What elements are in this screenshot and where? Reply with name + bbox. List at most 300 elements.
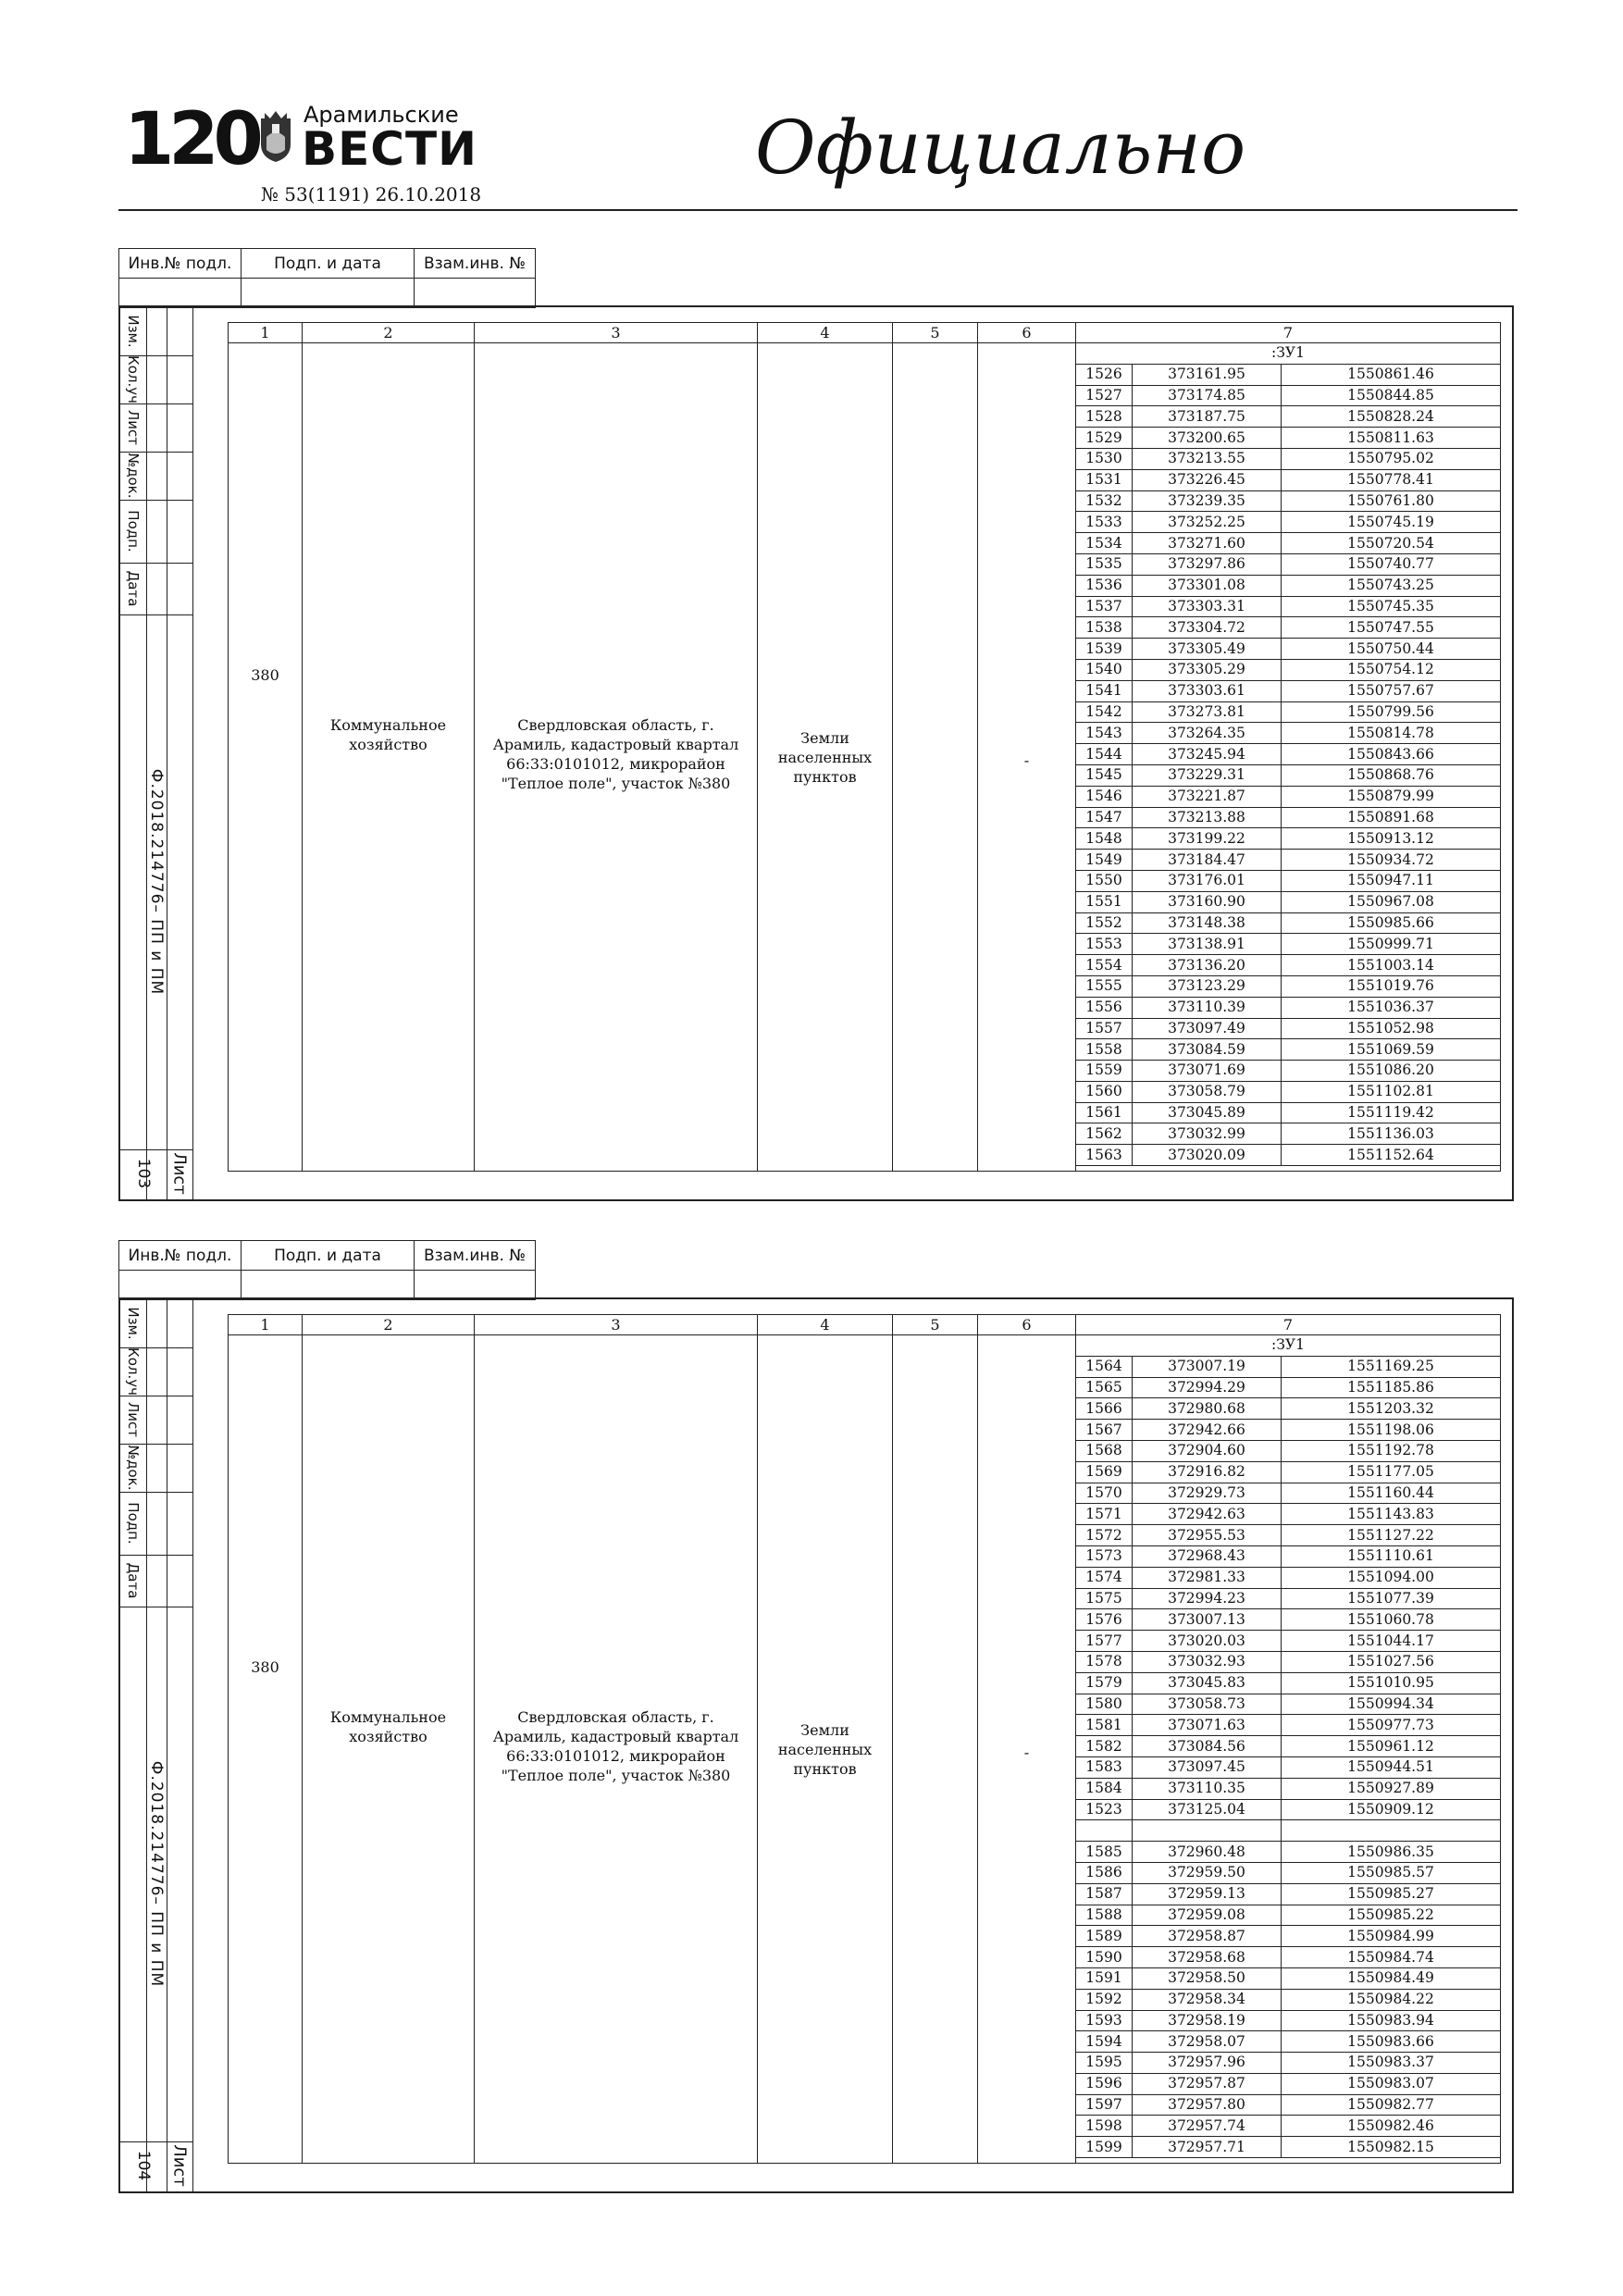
table-row	[1076, 1799, 1500, 1820]
coord-y: 1551044.17	[1282, 1631, 1501, 1652]
coord-y: 1550944.51	[1282, 1756, 1501, 1778]
coord-x: 373252.25	[1133, 512, 1282, 533]
coord-y: 1550999.71	[1282, 934, 1501, 955]
coord-x: 372981.33	[1133, 1567, 1282, 1588]
coord-y: 1550720.54	[1282, 533, 1501, 554]
stamp-inv-value	[119, 279, 242, 308]
table-row	[1076, 1420, 1500, 1441]
coord-x: 373226.45	[1133, 469, 1282, 490]
coord-y: 1550986.35	[1282, 1842, 1501, 1863]
coord-x: 372960.48	[1133, 1842, 1282, 1863]
coord-y: 1551019.76	[1282, 975, 1501, 997]
table-row	[1076, 2073, 1500, 2094]
table-row	[1076, 1377, 1500, 1398]
coord-y: 1551136.03	[1282, 1123, 1501, 1145]
coord-x: 373200.65	[1133, 428, 1282, 449]
table-row	[1076, 870, 1500, 891]
table-row	[1076, 596, 1500, 617]
side-label-kolich: Кол.уч	[125, 355, 142, 403]
coat-of-arms-icon	[257, 109, 294, 163]
coord-x: 372958.34	[1133, 1989, 1282, 2010]
coord-x: 373199.22	[1133, 828, 1282, 850]
table-row	[1076, 2094, 1500, 2116]
point-number: 1532	[1076, 490, 1133, 512]
point-number: 1574	[1076, 1567, 1133, 1588]
coord-x: 373176.01	[1133, 870, 1282, 891]
coord-x: 372957.87	[1133, 2073, 1282, 2094]
table-row	[1076, 1631, 1500, 1652]
coord-x: 373032.93	[1133, 1651, 1282, 1672]
coordinates-cell	[1076, 1335, 1500, 2163]
table-row	[1076, 1123, 1500, 1145]
point-number: 1592	[1076, 1989, 1133, 2010]
point-number: 1565	[1076, 1377, 1133, 1398]
coordinates-table	[1076, 1335, 1500, 2158]
table-row	[1076, 975, 1500, 997]
coord-y: 1550983.66	[1282, 2031, 1501, 2053]
col-header-5: 5	[893, 323, 978, 343]
sheet-frame	[118, 1297, 1514, 2193]
point-number: 1546	[1076, 786, 1133, 807]
coord-x: 373125.04	[1133, 1799, 1282, 1820]
point-number: 1586	[1076, 1862, 1133, 1883]
parcel-category: Земли населенных пунктов	[777, 729, 873, 786]
stamp-sign-label: Подп. и дата	[242, 249, 415, 279]
coord-x: 373110.39	[1133, 997, 1282, 1018]
coord-x: 372916.82	[1133, 1461, 1282, 1483]
table-row	[1076, 1715, 1500, 1736]
table-row	[1076, 850, 1500, 871]
coord-y: 1551052.98	[1282, 1018, 1501, 1039]
table-row	[1076, 912, 1500, 934]
table-row	[1076, 1778, 1500, 1799]
table-row	[1076, 1102, 1500, 1123]
coord-y: 1550985.27	[1282, 1883, 1501, 1905]
point-number: 1559	[1076, 1061, 1133, 1082]
document-code: Ф.2018.214776– ПП и ПМ	[147, 1760, 166, 1988]
stamp-replace-label: Взам.инв. №	[415, 249, 536, 279]
point-number: 1578	[1076, 1651, 1133, 1672]
coord-y: 1551077.39	[1282, 1588, 1501, 1609]
point-number: 1587	[1076, 1883, 1133, 1905]
sheet-label: Лист	[169, 1152, 190, 1195]
col-header-2: 2	[303, 323, 475, 343]
coord-x: 372980.68	[1133, 1398, 1282, 1420]
coord-x: 372994.23	[1133, 1588, 1282, 1609]
table-row	[1076, 2010, 1500, 2031]
coord-y: 1550977.73	[1282, 1715, 1501, 1736]
table-row	[1076, 659, 1500, 680]
table-row	[1076, 364, 1500, 385]
point-number: 1552	[1076, 912, 1133, 934]
logo-subtitle: Арамильские	[304, 102, 459, 128]
table-row	[1076, 807, 1500, 828]
point-number: 1582	[1076, 1736, 1133, 1757]
side-label-podp: Подп.	[125, 1502, 142, 1545]
coord-y: 1551192.78	[1282, 1440, 1501, 1461]
coord-y: 1550757.67	[1282, 680, 1501, 701]
table-row	[1076, 1842, 1500, 1863]
table-row	[1076, 1588, 1500, 1609]
table-row	[1076, 1525, 1500, 1546]
table-row	[1076, 764, 1500, 786]
stamp-replace-value	[415, 1271, 536, 1300]
coord-x: 373045.83	[1133, 1672, 1282, 1694]
table-row	[1076, 385, 1500, 406]
coord-y: 1551203.32	[1282, 1398, 1501, 1420]
point-number	[1076, 1820, 1133, 1842]
coord-y	[1282, 1820, 1501, 1842]
coord-y: 1550982.15	[1282, 2137, 1501, 2158]
table-row	[1076, 1061, 1500, 1082]
coord-y: 1551110.61	[1282, 1545, 1501, 1567]
point-number: 1575	[1076, 1588, 1133, 1609]
side-label-izm: Изм.	[125, 315, 142, 348]
parcel-number: 380	[251, 666, 279, 684]
table-row	[1076, 1440, 1500, 1461]
zu-row	[1076, 343, 1500, 364]
stamp-replace-value	[415, 279, 536, 308]
anniversary-number: 120	[124, 98, 258, 181]
coord-y: 1551119.42	[1282, 1102, 1501, 1123]
coord-y: 1550983.94	[1282, 2010, 1501, 2031]
point-number: 1588	[1076, 1905, 1133, 1926]
coord-y: 1551094.00	[1282, 1567, 1501, 1588]
coord-y: 1550983.37	[1282, 2053, 1501, 2074]
coord-y: 1551102.81	[1282, 1081, 1501, 1102]
table-row	[1076, 490, 1500, 512]
col-header-7: 7	[1076, 323, 1500, 343]
point-number: 1590	[1076, 1947, 1133, 1968]
coord-y: 1550743.25	[1282, 575, 1501, 596]
coord-y: 1550982.77	[1282, 2094, 1501, 2116]
coord-y: 1550967.08	[1282, 891, 1501, 912]
sheet-number	[120, 1149, 167, 1198]
point-number: 1595	[1076, 2053, 1133, 2074]
point-number: 1551	[1076, 891, 1133, 912]
zu-label: :ЗУ1	[1076, 1335, 1500, 1356]
side-label-izm: Изм.	[125, 1307, 142, 1340]
coord-x: 372929.73	[1133, 1483, 1282, 1504]
parcel-address: Свердловская область, г. Арамиль, кадастровый квартал 66:33:0101012, микрорайон "Теплое поле", участок №380	[492, 1708, 739, 1784]
coord-y: 1550861.46	[1282, 364, 1501, 385]
col-header-6: 6	[978, 323, 1076, 343]
table-row	[1076, 2031, 1500, 2053]
table-row	[1076, 828, 1500, 850]
parcel-col6: -	[1023, 1744, 1030, 1761]
point-number: 1553	[1076, 934, 1133, 955]
parcel-use: Коммунальное хозяйство	[329, 1708, 447, 1745]
point-number: 1577	[1076, 1631, 1133, 1652]
point-number: 1547	[1076, 807, 1133, 828]
stamp-table	[118, 1240, 536, 1300]
point-number: 1545	[1076, 764, 1133, 786]
point-number: 1585	[1076, 1842, 1133, 1863]
coordinates-table	[1076, 343, 1500, 1166]
coord-x: 373273.81	[1133, 701, 1282, 723]
coord-y: 1551143.83	[1282, 1504, 1501, 1525]
coord-x: 373007.19	[1133, 1356, 1282, 1377]
coord-y: 1550879.99	[1282, 786, 1501, 807]
coord-x: 373084.56	[1133, 1736, 1282, 1757]
table-row	[1076, 1947, 1500, 1968]
stamp-sign-label: Подп. и дата	[242, 1241, 415, 1271]
coord-y: 1551010.95	[1282, 1672, 1501, 1694]
point-number: 1566	[1076, 1398, 1133, 1420]
zu-row	[1076, 1335, 1500, 1356]
coord-y: 1550909.12	[1282, 1799, 1501, 1820]
coord-x: 373097.49	[1133, 1018, 1282, 1039]
stamp-table	[118, 248, 536, 308]
table-row	[1076, 1736, 1500, 1757]
stamp-replace-label: Взам.инв. №	[415, 1241, 536, 1271]
col-header-4: 4	[758, 323, 893, 343]
logo-title: ВЕСТИ	[302, 122, 477, 176]
coord-y: 1550754.12	[1282, 659, 1501, 680]
table-row	[1076, 639, 1500, 660]
coord-y: 1550985.66	[1282, 912, 1501, 934]
zu-label: :ЗУ1	[1076, 343, 1500, 364]
table-row	[1076, 680, 1500, 701]
coord-y: 1551160.44	[1282, 1483, 1501, 1504]
point-number: 1579	[1076, 1672, 1133, 1694]
coord-x: 373161.95	[1133, 364, 1282, 385]
coord-x: 373123.29	[1133, 975, 1282, 997]
coord-x: 373097.45	[1133, 1756, 1282, 1778]
table-row	[1076, 1545, 1500, 1567]
point-number: 1556	[1076, 997, 1133, 1018]
point-number: 1599	[1076, 2137, 1133, 2158]
point-number: 1527	[1076, 385, 1133, 406]
coord-y: 1550778.41	[1282, 469, 1501, 490]
coord-y: 1550985.57	[1282, 1862, 1501, 1883]
coord-x: 373187.75	[1133, 406, 1282, 428]
table-row	[1076, 1081, 1500, 1102]
stamp-inv-value	[119, 1271, 242, 1300]
sheet-number	[120, 2141, 167, 2190]
side-label-list: Лист	[125, 1401, 142, 1438]
coord-x: 373174.85	[1133, 385, 1282, 406]
point-number: 1560	[1076, 1081, 1133, 1102]
point-number: 1564	[1076, 1356, 1133, 1377]
table-row	[1076, 1820, 1500, 1842]
side-label-kolich: Кол.уч	[125, 1347, 142, 1396]
col-header-2: 2	[303, 1315, 475, 1335]
sheet-label: Лист	[169, 2144, 190, 2187]
point-number: 1594	[1076, 2031, 1133, 2053]
sheet-number-value: 103	[134, 1158, 153, 1189]
point-number: 1570	[1076, 1483, 1133, 1504]
point-number: 1573	[1076, 1545, 1133, 1567]
coord-y: 1550740.77	[1282, 553, 1501, 575]
table-row	[1076, 1483, 1500, 1504]
coord-x: 373229.31	[1133, 764, 1282, 786]
table-row	[1076, 1356, 1500, 1377]
table-row	[1076, 1461, 1500, 1483]
table-row	[1076, 2137, 1500, 2158]
table-row	[1076, 512, 1500, 533]
coord-y: 1550795.02	[1282, 448, 1501, 469]
parcel-address: Свердловская область, г. Арамиль, кадастровый квартал 66:33:0101012, микрорайон "Теплое поле", участок №380	[492, 716, 739, 792]
table-row	[1076, 1672, 1500, 1694]
coord-y: 1551027.56	[1282, 1651, 1501, 1672]
coord-y: 1550984.49	[1282, 1967, 1501, 1989]
stamp-inv-label: Инв.№ подл.	[119, 1241, 242, 1271]
coord-y: 1550761.80	[1282, 490, 1501, 512]
coord-x: 373136.20	[1133, 955, 1282, 976]
coord-y: 1550985.22	[1282, 1905, 1501, 1926]
table-row	[1076, 2116, 1500, 2137]
col-header-1: 1	[229, 1315, 303, 1335]
table-row	[1076, 1504, 1500, 1525]
coord-x: 373297.86	[1133, 553, 1282, 575]
side-label-list: Лист	[125, 409, 142, 446]
point-number: 1536	[1076, 575, 1133, 596]
table-row	[1076, 1398, 1500, 1420]
coord-y: 1551060.78	[1282, 1609, 1501, 1631]
coord-y: 1550844.85	[1282, 385, 1501, 406]
document-code: Ф.2018.214776– ПП и ПМ	[147, 768, 166, 996]
side-label-data: Дата	[125, 570, 142, 607]
table-row	[1076, 1905, 1500, 1926]
point-number: 1584	[1076, 1778, 1133, 1799]
point-number: 1563	[1076, 1145, 1133, 1166]
parcel-col6: -	[1023, 751, 1030, 769]
parcel-use: Коммунальное хозяйство	[329, 716, 447, 753]
coord-x: 372957.96	[1133, 2053, 1282, 2074]
table-row	[1076, 701, 1500, 723]
point-number: 1561	[1076, 1102, 1133, 1123]
coord-x: 372958.87	[1133, 1926, 1282, 1947]
table-row	[1076, 934, 1500, 955]
point-number: 1597	[1076, 2094, 1133, 2116]
coord-x	[1133, 1820, 1282, 1842]
point-number: 1539	[1076, 639, 1133, 660]
col-header-3: 3	[475, 323, 758, 343]
coord-y: 1550934.72	[1282, 850, 1501, 871]
point-number: 1529	[1076, 428, 1133, 449]
point-number: 1580	[1076, 1694, 1133, 1715]
point-number: 1534	[1076, 533, 1133, 554]
point-number: 1596	[1076, 2073, 1133, 2094]
col-header-3: 3	[475, 1315, 758, 1335]
parcel-table	[228, 1314, 1501, 2164]
point-number: 1542	[1076, 701, 1133, 723]
point-number: 1568	[1076, 1440, 1133, 1461]
table-row	[1076, 1567, 1500, 1588]
coord-x: 372957.80	[1133, 2094, 1282, 2116]
coord-x: 372994.29	[1133, 1377, 1282, 1398]
col-header-6: 6	[978, 1315, 1076, 1335]
coord-y: 1550799.56	[1282, 701, 1501, 723]
parcel-table	[228, 322, 1501, 1172]
coord-y: 1550994.34	[1282, 1694, 1501, 1715]
coord-x: 373304.72	[1133, 617, 1282, 639]
coord-x: 373071.63	[1133, 1715, 1282, 1736]
point-number: 1533	[1076, 512, 1133, 533]
coord-x: 372957.74	[1133, 2116, 1282, 2137]
point-number: 1537	[1076, 596, 1133, 617]
coord-x: 373303.31	[1133, 596, 1282, 617]
coord-x: 373020.09	[1133, 1145, 1282, 1166]
coord-y: 1550750.44	[1282, 639, 1501, 660]
coord-x: 372958.19	[1133, 2010, 1282, 2031]
table-row	[1076, 1039, 1500, 1061]
coord-y: 1551069.59	[1282, 1039, 1501, 1061]
point-number: 1572	[1076, 1525, 1133, 1546]
coord-x: 373020.03	[1133, 1631, 1282, 1652]
coord-x: 373110.35	[1133, 1778, 1282, 1799]
header-rule	[118, 209, 1518, 211]
table-row	[1076, 469, 1500, 490]
coord-x: 373245.94	[1133, 744, 1282, 765]
coord-x: 373301.08	[1133, 575, 1282, 596]
table-row	[1076, 1145, 1500, 1166]
coord-y: 1550984.99	[1282, 1926, 1501, 1947]
coord-x: 372942.66	[1133, 1420, 1282, 1441]
stamp-inv-label: Инв.№ подл.	[119, 249, 242, 279]
coord-y: 1550984.74	[1282, 1947, 1501, 1968]
point-number: 1548	[1076, 828, 1133, 850]
point-number: 1540	[1076, 659, 1133, 680]
coord-x: 373264.35	[1133, 723, 1282, 744]
point-number: 1571	[1076, 1504, 1133, 1525]
side-label-ndok: №док.	[125, 1445, 142, 1491]
parcel-category: Земли населенных пунктов	[777, 1721, 873, 1778]
point-number: 1544	[1076, 744, 1133, 765]
table-row	[1076, 1989, 1500, 2010]
sheet-number-value: 104	[134, 2150, 153, 2181]
coord-y: 1550961.12	[1282, 1736, 1501, 1757]
table-row	[1076, 1926, 1500, 1947]
point-number: 1531	[1076, 469, 1133, 490]
table-row	[1076, 1883, 1500, 1905]
point-number: 1569	[1076, 1461, 1133, 1483]
point-number: 1538	[1076, 617, 1133, 639]
table-row	[1076, 553, 1500, 575]
coord-y: 1550891.68	[1282, 807, 1501, 828]
coord-x: 373032.99	[1133, 1123, 1282, 1145]
point-number: 1530	[1076, 448, 1133, 469]
point-number: 1562	[1076, 1123, 1133, 1145]
coord-y: 1551127.22	[1282, 1525, 1501, 1546]
coord-x: 372942.63	[1133, 1504, 1282, 1525]
table-row	[1076, 406, 1500, 428]
coord-y: 1550927.89	[1282, 1778, 1501, 1799]
coord-y: 1551198.06	[1282, 1420, 1501, 1441]
point-number: 1555	[1076, 975, 1133, 997]
coord-y: 1551036.37	[1282, 997, 1501, 1018]
table-row	[1076, 1651, 1500, 1672]
coord-y: 1550811.63	[1282, 428, 1501, 449]
table-row	[1076, 997, 1500, 1018]
coord-y: 1551169.25	[1282, 1356, 1501, 1377]
coord-y: 1551177.05	[1282, 1461, 1501, 1483]
point-number: 1541	[1076, 680, 1133, 701]
coord-x: 373303.61	[1133, 680, 1282, 701]
point-number: 1528	[1076, 406, 1133, 428]
coord-y: 1550984.22	[1282, 1989, 1501, 2010]
side-label-ndok: №док.	[125, 453, 142, 499]
col-header-5: 5	[893, 1315, 978, 1335]
coord-x: 373239.35	[1133, 490, 1282, 512]
issue-number: № 53(1191) 26.10.2018	[261, 183, 482, 205]
coord-x: 373305.29	[1133, 659, 1282, 680]
coord-x: 372957.71	[1133, 2137, 1282, 2158]
coord-y: 1550747.55	[1282, 617, 1501, 639]
point-number: 1576	[1076, 1609, 1133, 1631]
coord-x: 372955.53	[1133, 1525, 1282, 1546]
